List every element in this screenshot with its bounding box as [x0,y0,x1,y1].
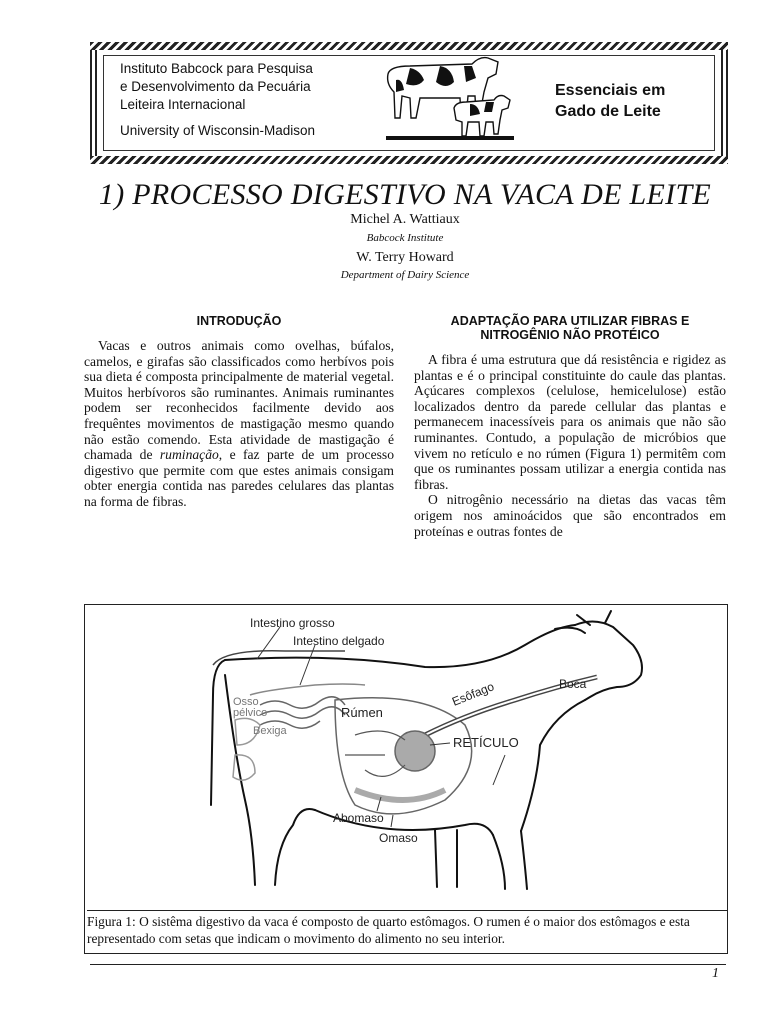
banner-rope-top [90,42,728,50]
label-line: pélvico [233,707,268,719]
series-title [555,80,665,122]
document-title: 1) PROCESSO DIGESTIVO NA VACA DE LEITE [98,178,712,211]
institute-line: Instituto Babcock para Pesquisa [120,61,313,76]
section-heading: INTRODUÇÃO [196,314,282,328]
heading-line: NITROGÊNIO NÃO PROTÉICO [480,328,660,342]
author-affiliation: Department of Dairy Science [340,269,470,281]
label-intestino-grosso: Intestino grosso [250,616,335,630]
emphasis-term: ruminação [159,447,219,463]
figure-1 [84,604,728,954]
author-name: W. Terry Howard [356,250,454,265]
institute-line: Leiteira Internacional [120,97,246,112]
label-rumen: Rúmen [341,705,383,720]
label-bexiga: Bexiga [253,725,287,737]
adaptation-paragraph: A fibra é uma estrutura que dá resistência e rigidez as plantas e é o principal constituinte do caule das plantas. Açúcares complexos (celulose, hemicelulose) estão localizados dentro da parede cellular das plantas e permanecem inacessíveis para os animais que não são ruminantes. Contudo, a população de micróbios que vivem no retículo e no rúmen (Figura 1) permitêm com que os ruminantes possam utilizar a energia contida nas fibras. [414,352,726,492]
banner-rope-bottom [90,156,728,164]
page-number: 1 [712,966,719,981]
intro-column [84,314,394,510]
series-line: Essenciais em [555,82,666,99]
paragraph-text: , e faz parte de um processo digestivo que permite com que estes animais consigam obter energia contida nas paredes celulares das plantas na forma de fibras. [84,447,394,509]
label-boca: Boca [559,677,587,691]
label-esofago: Esôfago [449,679,497,709]
cow-digestive-system-illustration [85,605,729,910]
intro-paragraph [84,338,394,510]
label-omaso: Omaso [379,831,418,845]
section-heading [414,314,726,342]
footer-rule [90,964,726,965]
adaptation-column [414,314,726,539]
label-osso-pelvico [233,697,267,719]
adaptation-paragraph: O nitrogênio necessário na dietas das vacas têm origem nos aminoácidos que são encontrados em proteínas e outras fontes de [414,492,726,539]
label-intestino-delgado: Intestino delgado [293,634,385,648]
institute-line: e Desenvolvimento da Pecuária [120,79,311,94]
cows-logo-illustration [380,52,520,142]
heading-line: ADAPTAÇÃO PARA UTILIZAR FIBRAS E [450,314,690,328]
label-abomaso: Abomaso [333,811,384,825]
institute-block [120,60,360,140]
university-name: University of Wisconsin-Madison [120,123,316,138]
label-reticulo: RETÍCULO [453,735,519,750]
paragraph-text: Vacas e outros animais como ovelhas, búfalos, camelos, e girafas são classificados como herbívos pois sua dieta é composta principalmente de material vegetal. Muitos herbívoros são ruminantes. Animais ruminantes podem ser reconhecidos facilmente devido aos frequêntes movimentos de mastigação mesmo quando não estão comendo. Esta atividade de mastigação é chamada de [84,338,394,463]
author-name: Michel A. Wattiaux [350,212,460,227]
series-line: Gado de Leite [555,103,661,120]
figure-caption: Figura 1: O sistêma digestivo da vaca é composto de quarto estômagos. O rumen é o maior dos estômagos e esta representado com setas que indicam o movimento do alimento no seu interior. [87,910,727,947]
author-affiliation: Babcock Institute [366,232,444,244]
label-line: Osso [233,696,259,708]
